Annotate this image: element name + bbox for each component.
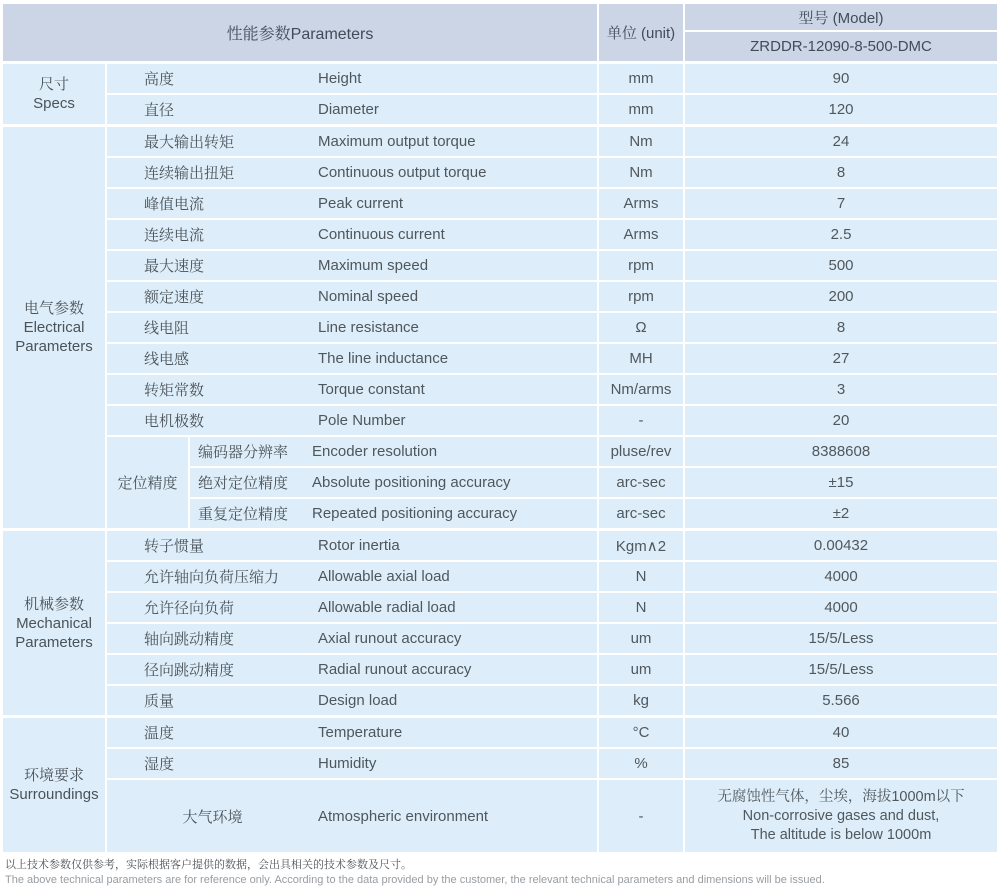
unit-cell: um [599,624,683,653]
header-parameters: 性能参数Parameters [3,4,597,61]
param-cn: 径向跳动精度 [144,662,235,679]
unit-cell: N [599,593,683,622]
value-cell: 27 [685,344,997,373]
param-cn: 重复定位精度 [198,506,289,523]
table-row [107,189,997,218]
unit-cell: mm [599,95,683,124]
value-cell: 24 [685,127,997,156]
param-en: Torque constant [318,381,425,398]
table-row [107,251,997,280]
category-surroundings [3,718,105,852]
unit-cell: rpm [599,251,683,280]
param-en: Radial runout accuracy [318,661,472,678]
value-cell: 20 [685,406,997,435]
unit-cell: MH [599,344,683,373]
param-cn: 温度 [144,725,175,742]
footnote-en: The above technical parameters are for reference only. According to the data provided by the customer, the relevant technical parameters and dimensions will be issued. [5,874,825,886]
table-row [190,499,997,528]
header-model-column [685,4,997,61]
unit-cell: Arms [599,189,683,218]
category-specs [3,64,105,124]
category-en: Electrical Parameters [15,319,93,355]
header-model-label: 型号 (Model) [685,4,997,30]
value-cell: 120 [685,95,997,124]
category-en: Specs [33,95,75,112]
param-en: Maximum speed [318,257,429,274]
param-cn: 额定速度 [144,289,205,306]
category-cn: 电气参数 [23,300,84,317]
param-en: Atmospheric environment [318,807,489,825]
category-cn: 尺寸 [38,76,69,93]
table-row [107,282,997,311]
category-en: Mechanical Parameters [15,614,93,651]
param-en: The line inductance [318,350,449,367]
footnotes [3,858,997,888]
value-cell: ±15 [685,468,997,497]
category-cn: 机械参数 [23,595,84,613]
param-en: Temperature [318,724,403,741]
param-en: Absolute positioning accuracy [312,474,511,491]
value-cell: 8388608 [685,437,997,466]
spec-table [3,4,997,852]
unit-cell: Arms [599,220,683,249]
table-row [107,406,997,435]
param-en: Nominal speed [318,288,419,305]
value-cell: 200 [685,282,997,311]
category-electrical [3,127,105,528]
table-row [107,718,997,747]
param-cn: 最大输出转矩 [144,134,235,151]
param-en: Rotor inertia [318,537,400,554]
group-label-positioning-accuracy: 定位精度 [107,437,188,528]
unit-cell: Kgm∧2 [599,531,683,560]
param-cn: 转子惯量 [144,538,205,555]
param-en: Humidity [318,755,377,772]
param-cn: 峰值电流 [144,196,205,213]
unit-cell: - [599,406,683,435]
table-row [107,593,997,622]
value-cell: 85 [685,749,997,778]
value-cell: 8 [685,313,997,342]
section-mechanical [3,531,997,715]
param-cn: 湿度 [144,756,175,773]
unit-cell: arc-sec [599,499,683,528]
param-en: Diameter [318,101,379,118]
value-cell: 8 [685,158,997,187]
param-en: Axial runout accuracy [318,630,462,647]
unit-cell: mm [599,64,683,93]
param-en: Maximum output torque [318,133,476,150]
param-cn: 转矩常数 [144,382,205,399]
param-en: Line resistance [318,319,419,336]
table-row [107,127,997,156]
unit-cell: Nm [599,158,683,187]
table-row [190,437,997,466]
table-row [107,686,997,715]
unit-cell: Nm/arms [599,375,683,404]
unit-cell: um [599,655,683,684]
table-row [107,562,997,591]
unit-cell: arc-sec [599,468,683,497]
param-cn: 线电阻 [144,320,190,337]
param-cn: 连续电流 [144,227,205,244]
value-line: Non-corrosive gases and dust, [742,807,940,824]
unit-cell: °C [599,718,683,747]
section-electrical [3,127,997,528]
param-en: Peak current [318,195,404,212]
value-cell: 0.00432 [685,531,997,560]
value-cell: 2.5 [685,220,997,249]
table-row [107,220,997,249]
value-cell: 15/5/Less [685,624,997,653]
category-cn: 环境要求 [23,767,84,784]
param-en: Continuous output torque [318,164,487,181]
value-cell: 4000 [685,593,997,622]
table-row [107,344,997,373]
value-cell: 500 [685,251,997,280]
param-en: Continuous current [318,226,445,243]
param-cn: 大气环境 [182,808,243,826]
param-cn: 电机极数 [144,413,205,430]
unit-cell: pluse/rev [599,437,683,466]
param-en: Design load [318,692,398,709]
table-row [107,95,997,124]
unit-cell: % [599,749,683,778]
unit-cell: Nm [599,127,683,156]
category-en: Surroundings [9,786,99,803]
param-cn: 连续输出扭矩 [144,165,235,182]
param-en: Encoder resolution [312,443,438,460]
table-row [107,375,997,404]
unit-cell: rpm [599,282,683,311]
category-mechanical [3,531,105,715]
table-row [107,655,997,684]
param-cn: 轴向跳动精度 [144,631,235,648]
param-cn: 最大速度 [144,258,205,275]
param-en: Allowable axial load [318,568,450,585]
value-cell: 90 [685,64,997,93]
param-en: Repeated positioning accuracy [312,505,518,522]
table-row [107,313,997,342]
table-header [3,4,997,61]
value-cell: 7 [685,189,997,218]
param-cn: 高度 [144,71,175,88]
param-en: Allowable radial load [318,599,456,616]
param-cn: 质量 [144,693,175,710]
table-row-atmospheric [107,780,997,852]
value-cell: 40 [685,718,997,747]
param-en: Pole Number [318,412,406,429]
value-cell: ±2 [685,499,997,528]
value-line: The altitude is below 1000m [750,826,932,843]
unit-cell: Ω [599,313,683,342]
table-row [107,64,997,93]
header-model-value: ZRDDR-12090-8-500-DMC [685,32,997,61]
value-cell [685,780,997,852]
param-cn: 线电感 [144,351,190,368]
value-line: 无腐蚀性气体，尘埃，海拔1000m以下 [717,788,965,805]
section-surroundings [3,718,997,852]
footnote-cn: 以上技术参数仅供参考，实际根据客户提供的数据，会出具相关的技术参数及尺寸。 [5,859,412,871]
table-row [107,624,997,653]
param-cn: 允许径向负荷 [144,600,235,617]
param-en: Height [318,70,362,87]
table-row [107,531,997,560]
table-row [107,749,997,778]
value-cell: 5.566 [685,686,997,715]
section-specs [3,64,997,124]
header-unit: 单位 (unit) [599,4,683,61]
value-cell: 3 [685,375,997,404]
unit-cell: - [599,780,683,852]
value-cell: 15/5/Less [685,655,997,684]
unit-cell: kg [599,686,683,715]
value-cell: 4000 [685,562,997,591]
unit-cell: N [599,562,683,591]
param-cn: 直径 [144,102,175,119]
param-cn: 允许轴向负荷压缩力 [144,569,280,586]
table-row [190,468,997,497]
positioning-accuracy-group [107,437,997,528]
param-cn: 绝对定位精度 [198,475,289,492]
table-row [107,158,997,187]
param-cn: 编码器分辨率 [198,444,289,461]
